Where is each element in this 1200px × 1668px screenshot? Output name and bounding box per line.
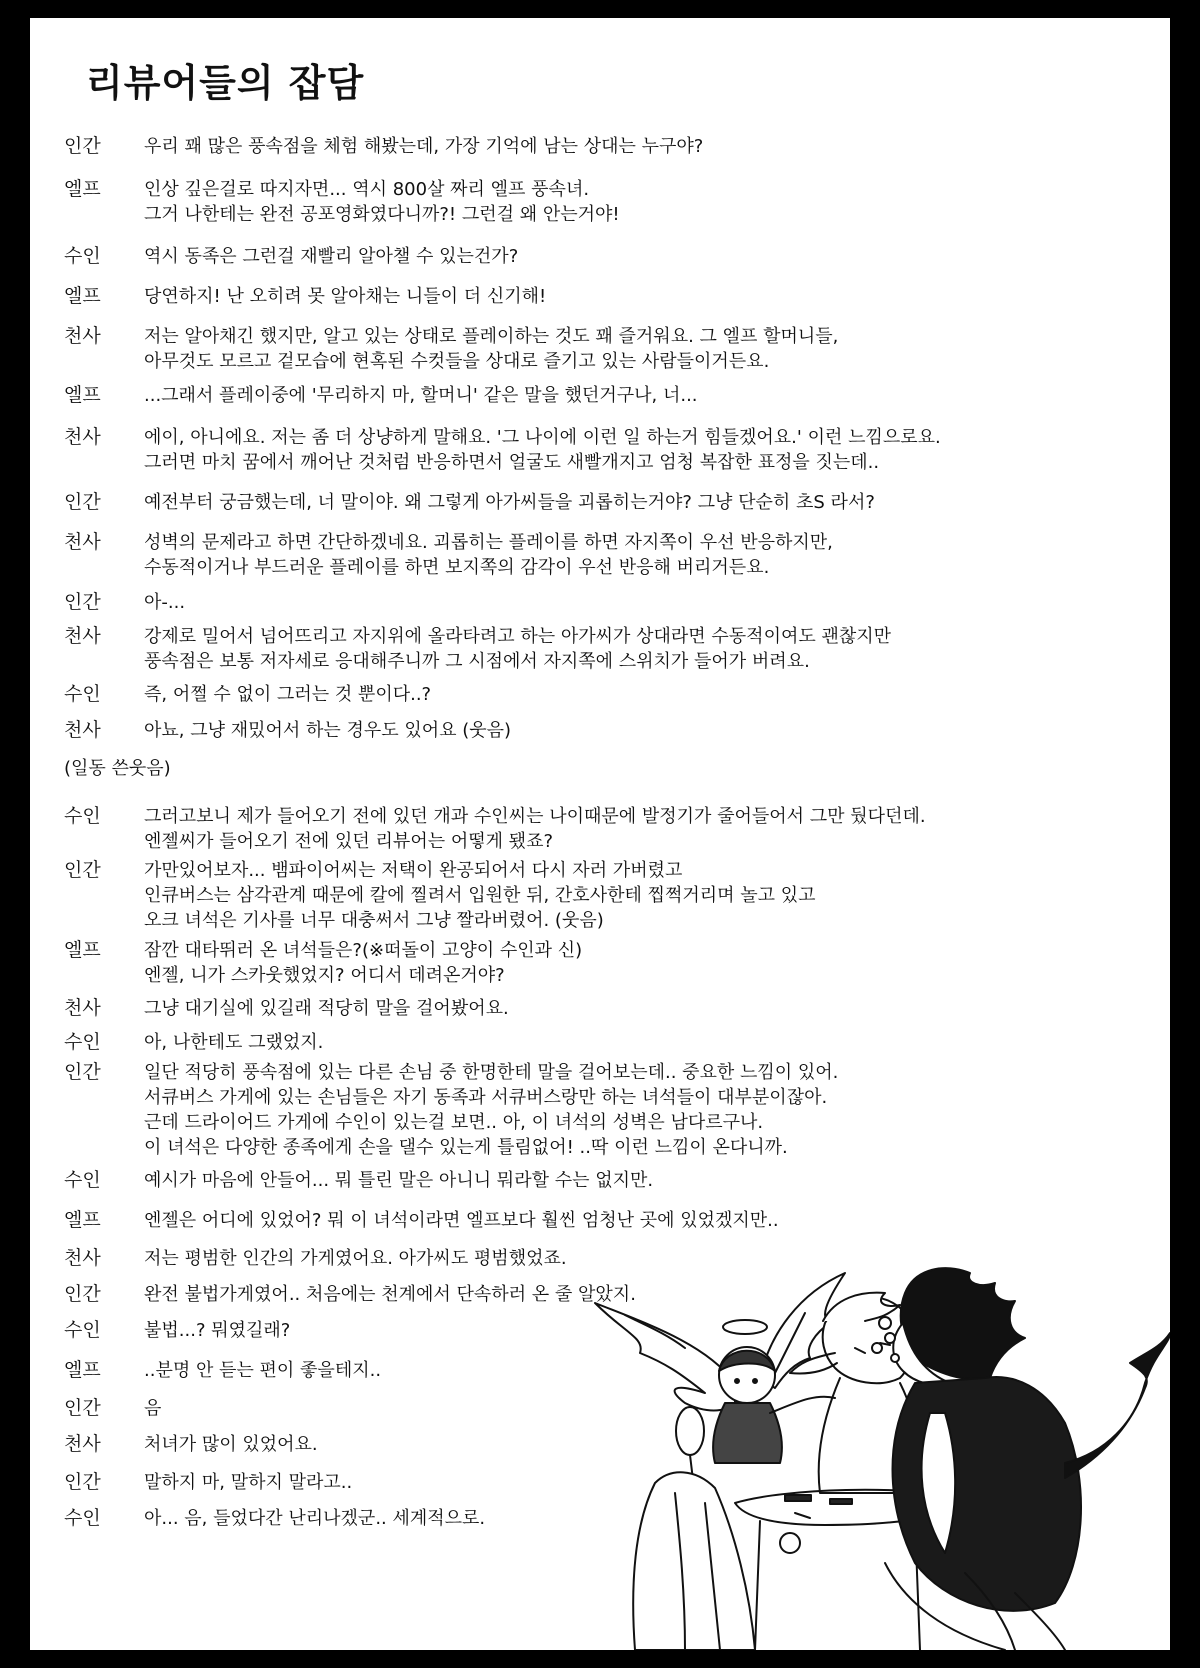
dialogue-line — [64, 1396, 161, 1421]
dialogue-line — [64, 1168, 653, 1193]
dialogue-line — [64, 718, 511, 743]
dialogue-text: 저는 평범한 인간의 가게였어요. 아가씨도 평범했었죠. — [144, 1248, 567, 1269]
speaker-label: 천사 — [64, 997, 101, 1019]
speaker-label: 수인 — [64, 1319, 101, 1341]
dialogue-text: 가만있어보자... 뱀파이어씨는 저택이 완공되어서 다시 자러 가버렸고 인큐버스는 삼각관계 때문에 칼에 찔려서 입원한 뒤, 간호사한테 찝쩍거리며 놀고 있고 오크 녀석은 기사를 너무 대충써서 그냥 짤라버렸어. (웃음) — [144, 860, 816, 931]
dialogue-text: 음 — [144, 1398, 162, 1419]
speaker-label: 천사 — [64, 1433, 101, 1455]
speaker-label: 수인 — [64, 805, 101, 827]
dialogue-line — [64, 1506, 485, 1531]
dialogue-text: 우리 꽤 많은 풍속점을 체험 해봤는데, 가장 기억에 남는 상대는 누구야? — [144, 136, 704, 157]
dialogue-text: ...그래서 플레이중에 '무리하지 마, 할머니' 같은 말을 했던거구나, 너... — [144, 385, 698, 406]
dialogue-line — [64, 324, 838, 374]
dialogue-text: 엔젤은 어디에 있었어? 뭐 이 녀석이라면 엘프보다 훨씬 엄청난 곳에 있었겠지만.. — [144, 1210, 779, 1231]
speaker-label: 엘프 — [64, 939, 101, 961]
dialogue-text: 역시 동족은 그런걸 재빨리 알아챌 수 있는건가? — [144, 246, 519, 267]
dialogue-text: 불법...? 뭐였길래? — [144, 1320, 291, 1341]
dialogue-line — [64, 1208, 779, 1233]
dialogue-line — [64, 490, 875, 515]
dialogue-line — [64, 1432, 318, 1457]
dialogue-line — [64, 996, 509, 1021]
dialogue-line — [64, 804, 926, 854]
dialogue-text: 아뇨, 그냥 재밌어서 하는 경우도 있어요 (웃음) — [144, 720, 512, 741]
speaker-label: 천사 — [64, 325, 101, 347]
dialogue-text: 예시가 마음에 안들어... 뭐 틀린 말은 아니니 뭐라할 수는 없지만. — [144, 1170, 654, 1191]
beast-body — [893, 1377, 1082, 1611]
dialogue-line — [64, 425, 941, 475]
speaker-label: 인간 — [64, 591, 101, 613]
speaker-label: 수인 — [64, 1169, 101, 1191]
speaker-label: 엘프 — [64, 384, 101, 406]
dialogue-line — [64, 383, 698, 408]
page — [30, 18, 1170, 1650]
dialogue-text: 강제로 밀어서 넘어뜨리고 자지위에 올라타려고 하는 아가씨가 상대라면 수동적이여도 괜찮지만 풍속점은 보통 저자세로 응대해주니까 그 시점에서 자지쪽에 스위치가 들어가 버려요. — [144, 626, 892, 672]
dialogue-text: 성벽의 문제라고 하면 간단하겠네요. 괴롭히는 플레이를 하면 자지쪽이 우선 반응하지만, 수동적이거나 부드러운 플레이를 하면 보지쪽의 감각이 우선 반응해 버리거든요. — [144, 532, 833, 578]
speaker-label: 수인 — [64, 683, 101, 705]
speaker-label: 엘프 — [64, 178, 101, 200]
page-title: 리뷰어들의 잡담 — [86, 61, 365, 105]
dialogue-line — [64, 1060, 838, 1160]
speaker-label: 인간 — [64, 1471, 101, 1493]
dialogue-text: 저는 알아채긴 했지만, 알고 있는 상태로 플레이하는 것도 꽤 즐거워요. 그 엘프 할머니들, 아무것도 모르고 겉모습에 현혹된 수컷들을 상대로 즐기고 있는 사람들이거든요. — [144, 326, 839, 372]
dialogue-line — [64, 177, 620, 227]
dialogue-line — [64, 244, 518, 269]
halo — [723, 1320, 767, 1334]
dialogue-text: 완전 불법가게였어.. 처음에는 천계에서 단속하러 온 줄 알았지. — [144, 1284, 636, 1305]
dialogue-line — [64, 624, 891, 674]
dialogue-text: 아, 나한테도 그랬었지. — [144, 1032, 324, 1053]
dialogue-line — [64, 530, 833, 580]
speaker-label: 인간 — [64, 491, 101, 513]
dialogue-text: 당연하지! 난 오히려 못 알아채는 니들이 더 신기해! — [144, 286, 547, 307]
speaker-label: 인간 — [64, 1397, 101, 1419]
dialogue-line — [64, 284, 546, 309]
dialogue-line — [64, 1358, 381, 1383]
speaker-label: 엘프 — [64, 1209, 101, 1231]
speaker-label: 천사 — [64, 625, 101, 647]
speaker-label: 천사 — [64, 719, 101, 741]
speaker-label: 엘프 — [64, 285, 101, 307]
speaker-label: 수인 — [64, 1031, 101, 1053]
speaker-label: 천사 — [64, 1247, 101, 1269]
dialogue-line — [64, 858, 816, 933]
dialogue-line — [64, 1282, 636, 1307]
dialogue-text: 그냥 대기실에 있길래 적당히 말을 걸어봤어요. — [144, 998, 509, 1019]
speaker-label: 천사 — [64, 426, 101, 448]
speaker-label: 인간 — [64, 1061, 101, 1083]
dialogue-line — [64, 682, 431, 707]
dialogue-text: 아... 음, 들었다간 난리나겠군.. 세계적으로. — [144, 1508, 486, 1529]
dialogue-text: 일단 적당히 풍속점에 있는 다른 손님 중 한명한테 말을 걸어보는데.. 중요한 느낌이 있어. 서큐버스 가게에 있는 손님들은 자기 동족과 서큐버스랑만 하는 녀석들이 대부분이잖아. 근데 드라이어드 가게에 수인이 있는걸 보면.. 아, 이 녀석의 성벽은 남다르구나. 이 녀석은 다양한 종족에게 손을 댈수 있는게 틀림없어! ..딱 이런 느낌이 온다니까. — [144, 1062, 839, 1158]
dialogue-text: 즉, 어쩔 수 없이 그러는 것 뿐이다..? — [144, 684, 432, 705]
left-wing — [595, 1303, 735, 1411]
dialogue-line — [64, 1470, 352, 1495]
dialogue-text: 말하지 마, 말하지 말라고.. — [144, 1472, 353, 1493]
dialogue-text: 에이, 아니에요. 저는 좀 더 상냥하게 말해요. '그 나이에 이런 일 하는거 힘들겠어요.' 이런 느낌으로요. 그러면 마치 꿈에서 깨어난 것처럼 반응하면서 얼굴도 새빨개지고 엄청 복잡한 표정을 짓는데.. — [144, 427, 941, 473]
dialogue-line — [64, 1030, 323, 1055]
speaker-label: 수인 — [64, 245, 101, 267]
speaker-label: 인간 — [64, 1283, 101, 1305]
dialogue-text: 처녀가 많이 있었어요. — [144, 1434, 318, 1455]
dialogue-text: ..분명 안 듣는 편이 좋을테지.. — [144, 1360, 382, 1381]
tail — [1065, 1333, 1170, 1478]
dialogue-text: 잠깐 대타뛰러 온 녀석들은?(※떠돌이 고양이 수인과 신) 엔젤, 니가 스카웃했었지? 어디서 데려온거야? — [144, 940, 583, 986]
speaker-label: 인간 — [64, 859, 101, 881]
dialogue-text: 예전부터 궁금했는데, 너 말이야. 왜 그렇게 아가씨들을 괴롭히는거야? 그냥 단순히 초S 라서? — [144, 492, 875, 513]
speaker-label: 수인 — [64, 1507, 101, 1529]
speaker-label: 엘프 — [64, 1359, 101, 1381]
robed-figure — [633, 1472, 755, 1650]
dialogue-line — [64, 590, 185, 615]
dialogue-text: 그러고보니 제가 들어오기 전에 있던 개과 수인씨는 나이때문에 발정기가 줄어들어서 그만 뒀다던데. 엔젤씨가 들어오기 전에 있던 리뷰어는 어떻게 됐죠? — [144, 806, 926, 852]
dialogue-line — [64, 1318, 290, 1343]
stage-direction: (일동 쓴웃음) — [64, 758, 171, 779]
speaker-label: 인간 — [64, 135, 101, 157]
dialogue-line — [64, 1246, 567, 1271]
speaker-label: 천사 — [64, 531, 101, 553]
dialogue-text: 아-... — [144, 592, 186, 613]
dialogue-text: 인상 깊은걸로 따지자면... 역시 800살 짜리 엘프 풍속녀. 그거 나한테는 완전 공포영화였다니까?! 그런걸 왜 안는거야! — [144, 179, 620, 225]
dialogue-line — [64, 134, 703, 159]
dialogue-line — [64, 938, 582, 988]
characters-illustration — [585, 1263, 1170, 1650]
